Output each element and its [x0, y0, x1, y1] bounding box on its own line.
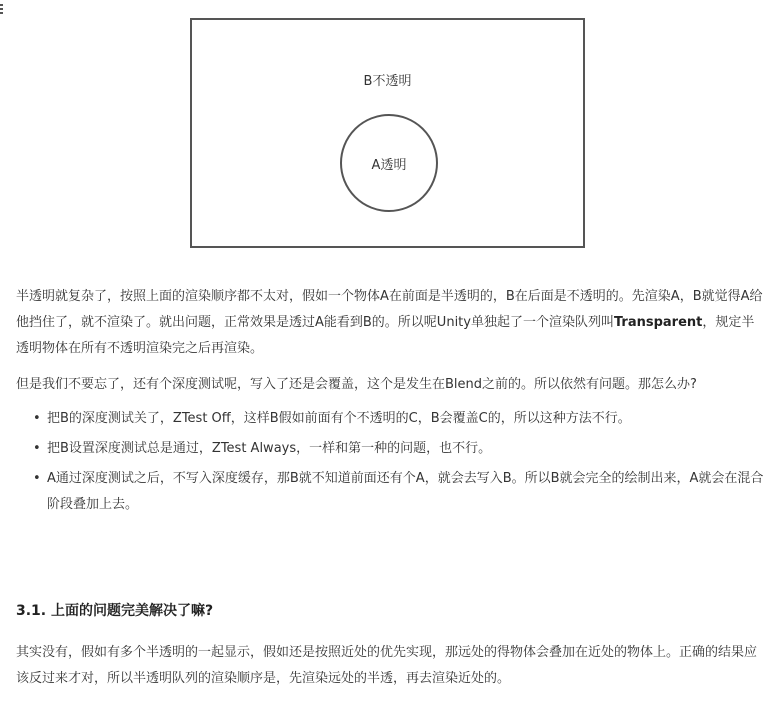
para1-text-end: ，规定半透明物体在所有不透明渲染完之后再渲染。 [16, 315, 755, 356]
section-heading: 3.1. 上面的问题完美解决了嘛? [16, 603, 214, 619]
paragraph-2: 但是我们不要忘了，还有个深度测试呢，写入了还是会覆盖，这个是发生在Blend之前的。所以依然有问题。那怎么办? [16, 377, 697, 392]
para1-bold-term: Transparent [613, 315, 703, 330]
label-a-transparent: A透明 [371, 157, 407, 173]
diagram-box-b [190, 18, 585, 248]
para1-text: 半透明就复杂了，按照上面的渲染顺序都不太对，假如一个物体A在前面是半透明的，B在后面是不透明的。先渲染A，B就觉得A给他挡住了，就不渲染了。就出问题，正常效果是透过A能看到B的。所以呢Unity单独起了一个渲染队列叫 [16, 289, 763, 330]
list-item: • A通过深度测试之后，不写入深度缓存，那B就不知道前面还有个A，就会去写入B。所以B就会完全的绘制出来，A就会在混合阶段叠加上去。 [33, 466, 766, 518]
circle-a-transparent [340, 114, 438, 212]
article-body [16, 284, 766, 522]
list-item: • 把B设置深度测试总是通过，ZTest Always，一样和第一种的问题，也不行。 [33, 436, 766, 462]
bullet-list [16, 406, 766, 518]
menu-icon[interactable] [0, 4, 3, 14]
paragraph-3: 其实没有，假如有多个半透明的一起显示，假如还是按照近处的优先实现，那远处的得物体会叠加在近处的物体上。正确的结果应该反过来才对，所以半透明队列的渲染顺序是，先渲染远处的半透，再去渲染近处的。 [16, 645, 758, 686]
list-item: • 把B的深度测试关了，ZTest Off，这样B假如前面有个不透明的C，B会覆盖C的，所以这种方法不行。 [33, 406, 766, 432]
paragraph-1 [16, 284, 766, 362]
label-b-opaque: B不透明 [363, 74, 412, 89]
